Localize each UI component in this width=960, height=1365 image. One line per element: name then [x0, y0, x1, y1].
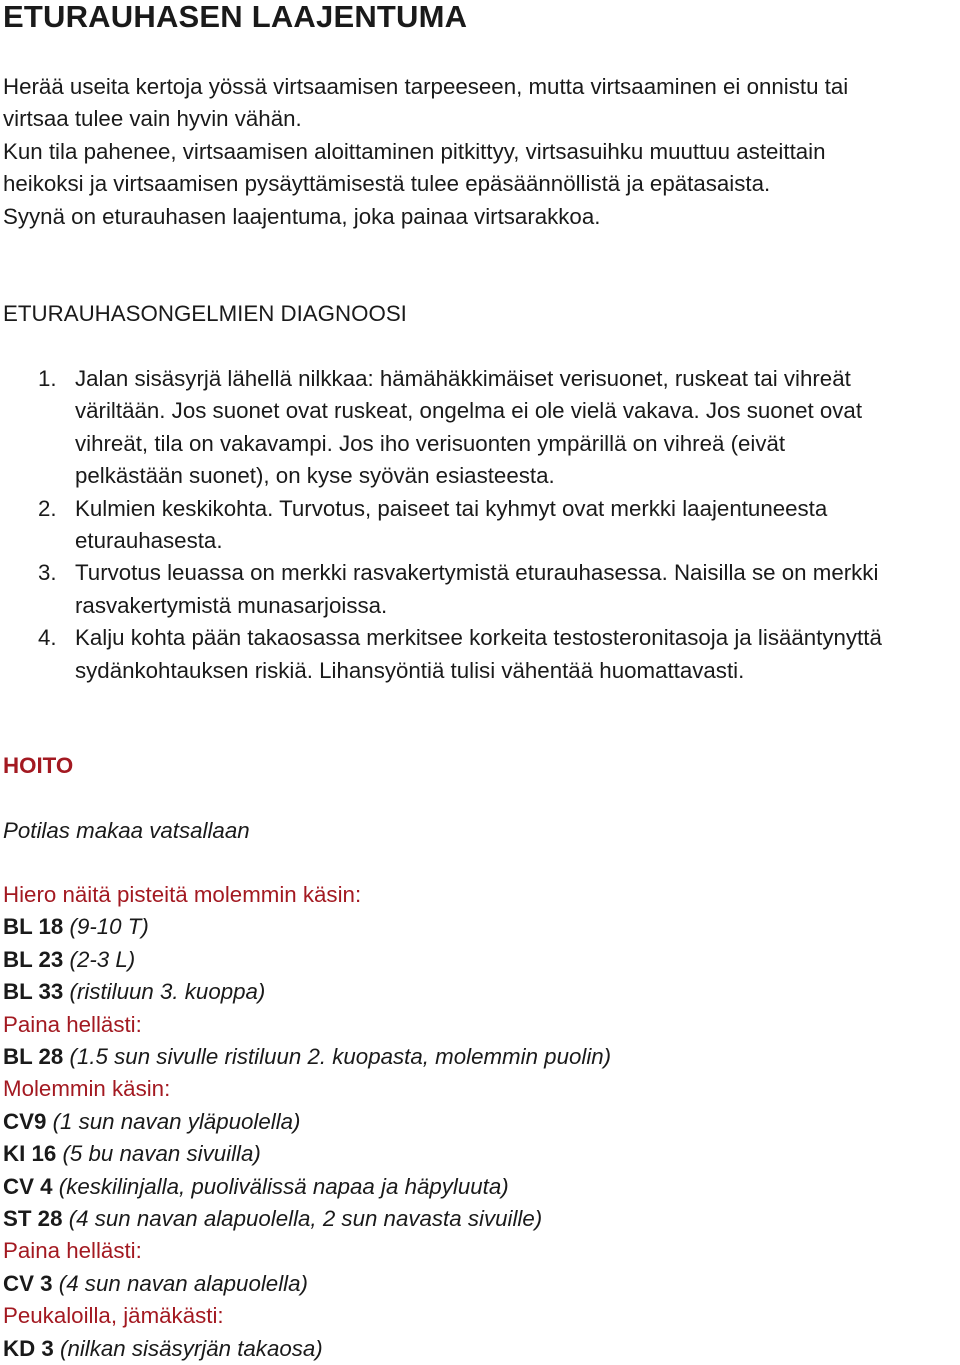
intro-line: heikoksi ja virtsaamisen pysäyttämisestä tulee epäsäännöllistä ja epätasaista.: [3, 171, 771, 197]
point-description: (4 sun navan alapuolella, 2 sun navasta sivuille): [68, 1206, 543, 1232]
point-code: CV 3: [3, 1270, 53, 1296]
point-description: (ristiluun 3. kuoppa): [69, 979, 266, 1005]
point-code: CV 4: [3, 1173, 53, 1199]
instruction-line: Paina hellästi:: [3, 1011, 142, 1037]
item-line: Turvotus leuassa on merkki rasvakertymistä eturauhasessa. Naisilla se on merkki: [75, 560, 879, 586]
instruction-line: Peukaloilla, jämäkästi:: [3, 1303, 224, 1329]
point-code: KI 16: [3, 1141, 57, 1167]
item-line: Jalan sisäsyrjä lähellä nilkkaa: hämähäkkimäiset verisuonet, ruskeat tai vihreät: [75, 366, 851, 391]
point-line: [3, 1268, 948, 1300]
intro-line: Herää useita kertoja yössä virtsaamisen tarpeeseen, mutta virtsaaminen ei onnistu tai: [3, 74, 849, 99]
point-line: [3, 1138, 948, 1170]
intro-paragraph: [3, 71, 948, 233]
point-code: BL 18: [3, 914, 64, 940]
point-code: ST 28: [3, 1206, 63, 1232]
patient-position: Potilas makaa vatsallaan: [3, 818, 250, 843]
point-line: [3, 911, 948, 943]
instruction-line: Hiero näitä pisteitä molemmin käsin:: [3, 882, 362, 907]
treatment-steps: [3, 879, 948, 1365]
point-code: BL 33: [3, 979, 64, 1005]
item-line: eturauhasesta.: [75, 528, 223, 554]
item-line: rasvakertymistä munasarjoissa.: [75, 592, 388, 618]
diagnosis-item: [3, 493, 948, 558]
point-description: (9-10 T): [69, 914, 149, 940]
diagnosis-list: [3, 363, 948, 687]
list-number: 3.: [38, 560, 57, 586]
diagnosis-item: [3, 363, 948, 493]
point-code: CV9: [3, 1108, 47, 1134]
point-code: BL 23: [3, 946, 64, 972]
point-description: (5 bu navan sivuilla): [62, 1141, 261, 1167]
point-line: [3, 1171, 948, 1203]
intro-line: virtsaa tulee vain hyvin vähän.: [3, 106, 302, 132]
point-description: (2-3 L): [69, 946, 136, 972]
point-description: (1 sun navan yläpuolella): [52, 1108, 301, 1134]
point-description: (nilkan sisäsyrjän takaosa): [60, 1335, 323, 1361]
item-line: Kalju kohta pään takaosassa merkitsee korkeita testosteronitasoja ja lisääntynyttä: [75, 625, 882, 651]
point-code: BL 28: [3, 1044, 64, 1070]
instruction-line: Molemmin käsin:: [3, 1076, 171, 1102]
point-description: (keskilinjalla, puolivälissä napaa ja häpyluuta): [58, 1173, 509, 1199]
list-number: 4.: [38, 625, 57, 651]
item-line: sydänkohtauksen riskiä. Lihansyöntiä tulisi vähentää huomattavasti.: [75, 657, 745, 683]
list-number: 2.: [38, 495, 57, 521]
diagnosis-item: [3, 622, 948, 687]
intro-line: Kun tila pahenee, virtsaamisen aloittaminen pitkittyy, virtsasuihku muuttuu asteittain: [3, 138, 826, 164]
item-line: pelkästään suonet), on kyse syövän esiasteesta.: [75, 463, 555, 489]
point-line: [3, 976, 948, 1008]
point-description: (1.5 sun sivulle ristiluun 2. kuopasta, molemmin puolin): [69, 1044, 612, 1070]
treatment-heading: HOITO: [3, 753, 74, 778]
intro-line: Syynä on eturauhasen laajentuma, joka painaa virtsarakkoa.: [3, 203, 601, 229]
item-line: Kulmien keskikohta. Turvotus, paiseet tai kyhmyt ovat merkki laajentuneesta: [75, 495, 828, 521]
list-number: 1.: [38, 366, 57, 391]
point-code: KD 3: [3, 1335, 54, 1361]
instruction-line: Paina hellästi:: [3, 1238, 142, 1264]
point-description: (4 sun navan alapuolella): [58, 1270, 308, 1296]
item-line: väriltään. Jos suonet ovat ruskeat, ongelma ei ole vielä vakava. Jos suonet ovat: [75, 398, 863, 424]
point-line: [3, 944, 948, 976]
diagnosis-heading: ETURAUHASONGELMIEN DIAGNOOSI: [3, 301, 407, 326]
point-line: [3, 1106, 948, 1138]
point-line: [3, 1203, 948, 1235]
point-line: [3, 1041, 948, 1073]
page-title: ETURAUHASEN LAAJENTUMA: [3, 0, 468, 34]
diagnosis-item: [3, 557, 948, 622]
point-line: [3, 1333, 948, 1365]
item-line: vihreät, tila on vakavampi. Jos iho verisuonten ympärillä on vihreä (eivät: [75, 430, 786, 456]
